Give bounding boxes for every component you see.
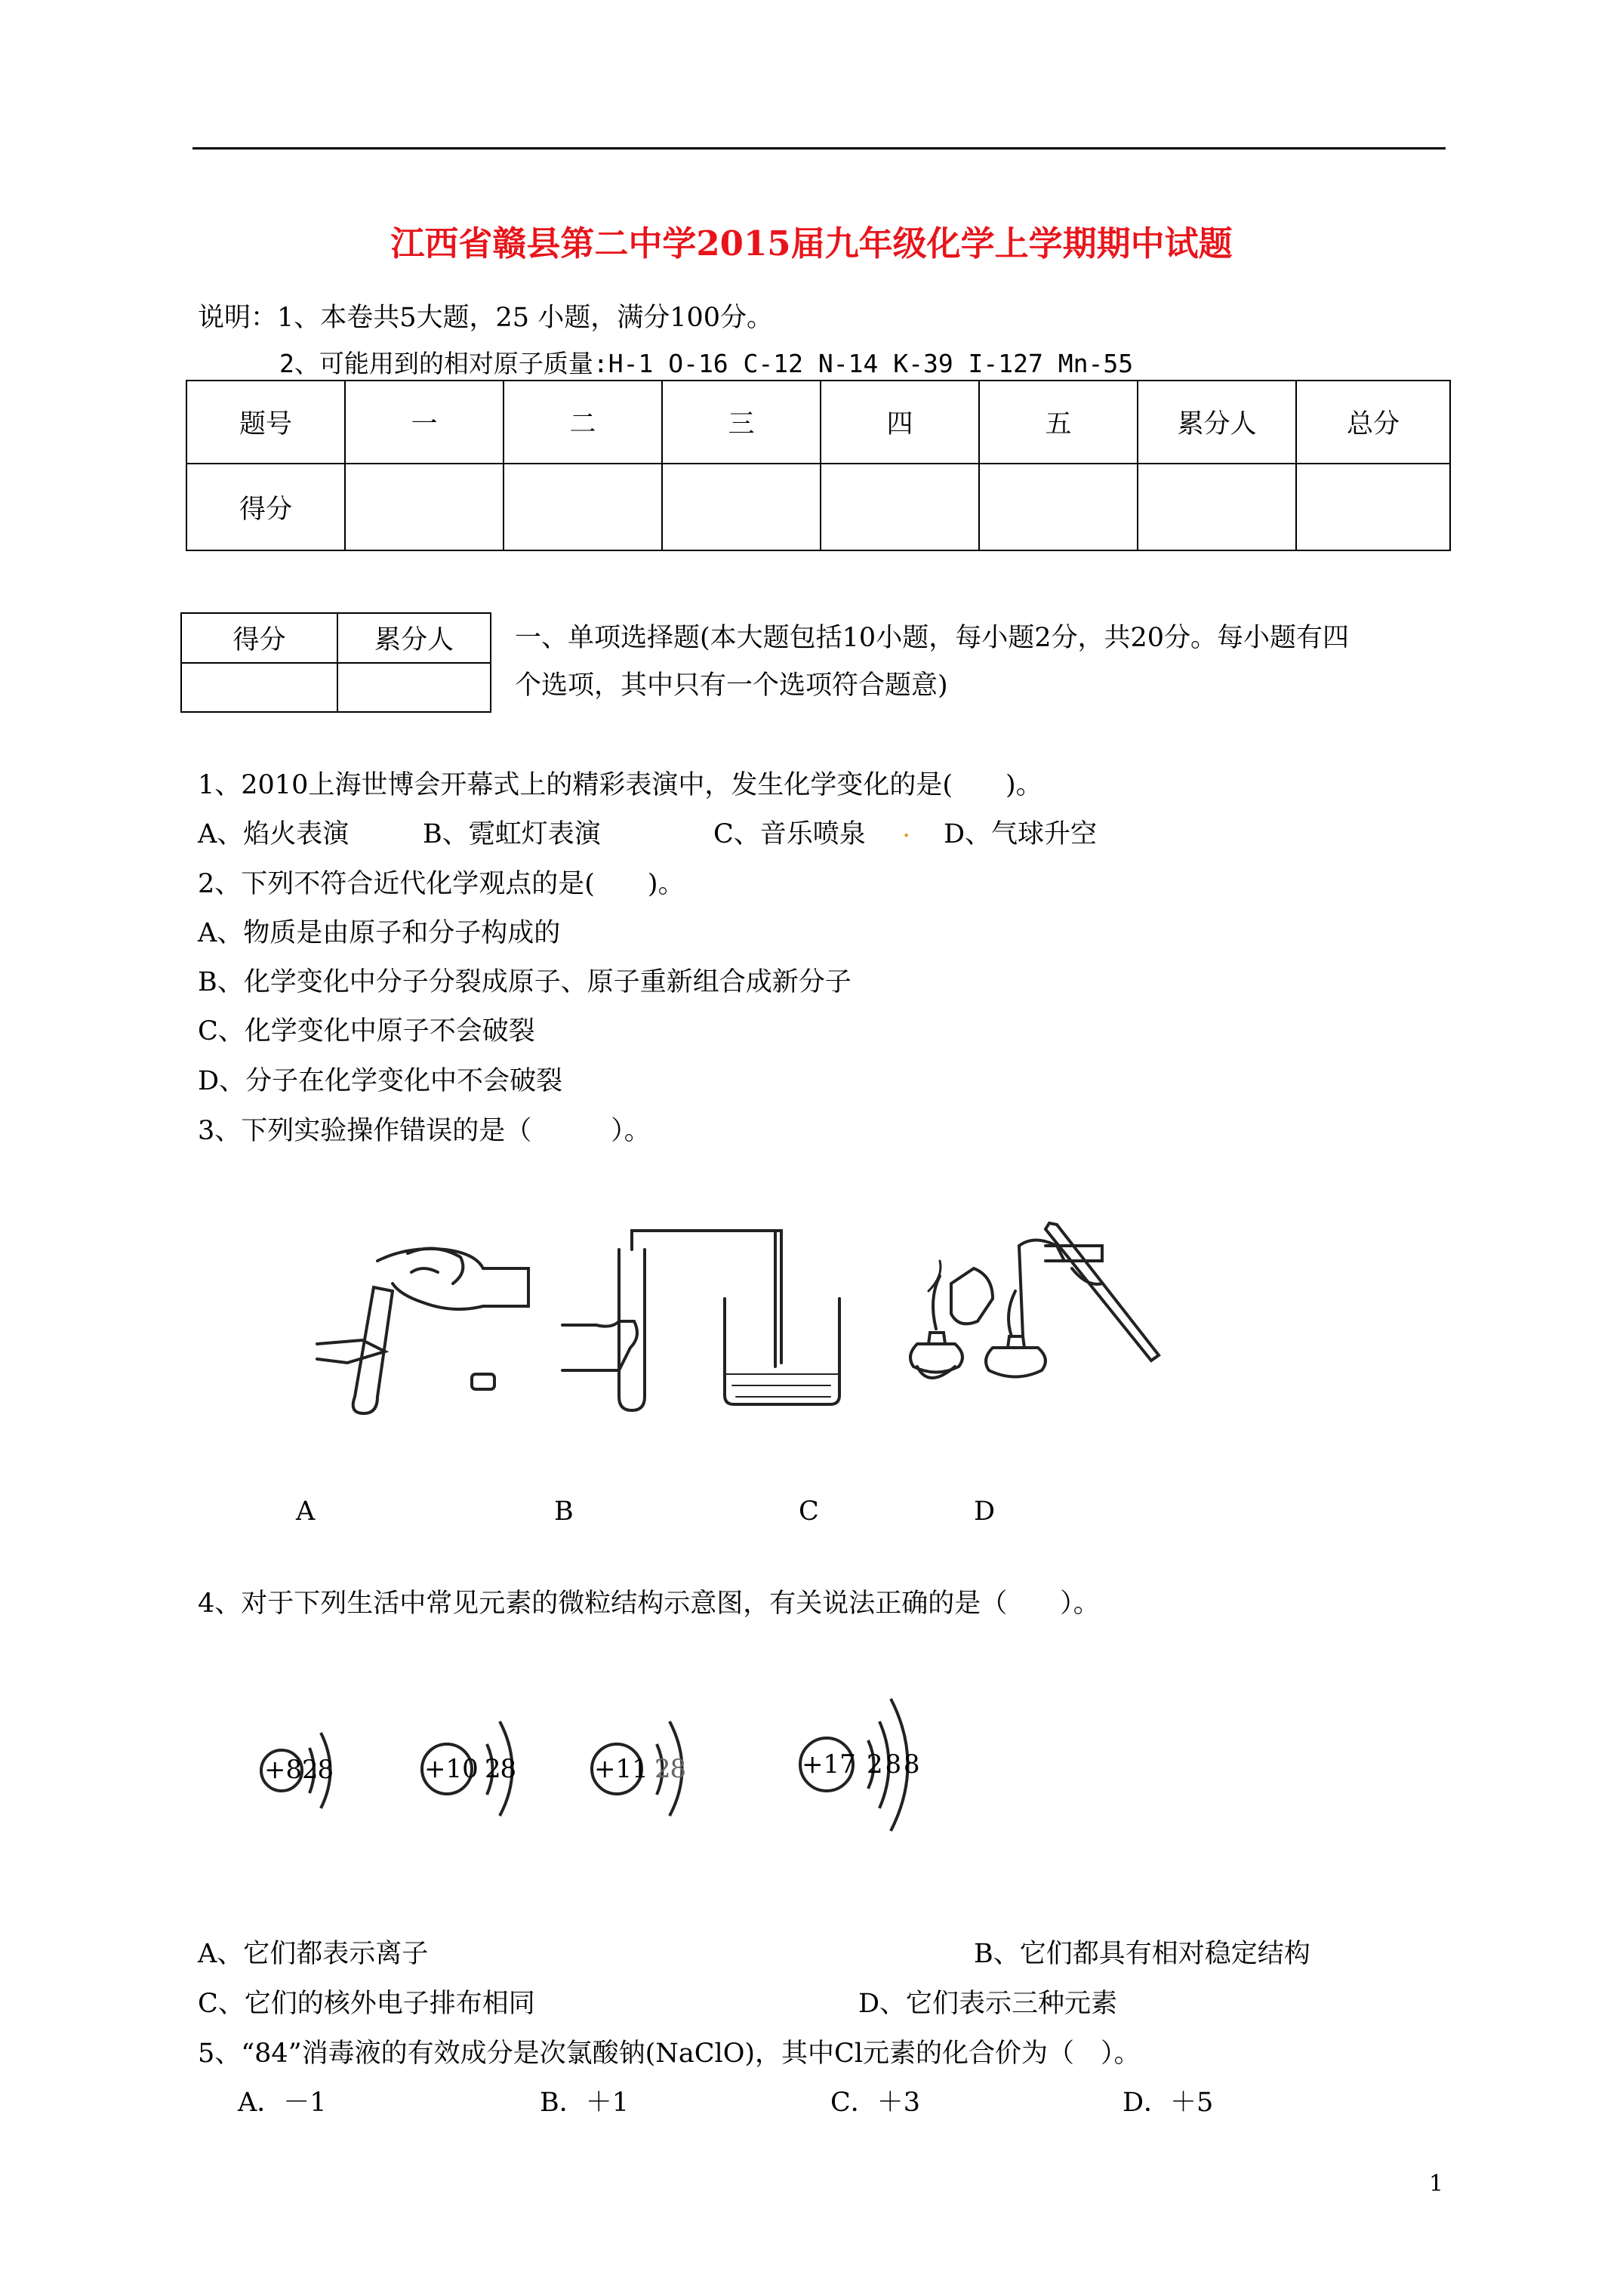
q1-option-c: C、音乐喷泉 [713,819,866,849]
q2-option-a: A、物质是由原子和分子构成的 [198,918,561,948]
header-rule [192,147,1446,149]
score-table [186,380,1451,551]
atom-3-shells: 2 8 [654,1754,682,1784]
q1-option-d: D、气球升空 [944,819,1098,849]
section-score-cell[interactable] [181,663,337,712]
question-1-stem: 1、2010上海世博会开幕式上的精彩表演中，发生化学变化的是( )。 [198,770,1042,800]
page-title: 江西省赣县第二中学2015届九年级化学上学期期中试题 [390,223,1233,264]
q5-option-b: B．＋1 [540,2088,629,2118]
question-2-stem: 2、下列不符合近代化学观点的是( )。 [198,869,685,899]
section-score-header: 得分 [181,613,337,663]
question-3-stem: 3、下列实验操作错误的是（ ）。 [198,1116,651,1146]
lab-apparatus-illustration [302,1216,1283,1412]
score-row-label: 得分 [186,464,345,550]
section-score-table [180,612,491,713]
q5-option-c: C．＋3 [830,2088,921,2118]
atom-4-nucleus: +17 [802,1749,856,1780]
score-cell[interactable] [662,464,821,550]
q2-option-b: B、化学变化中分子分裂成原子、原子重新组合成新分子 [198,967,852,997]
score-header-cell: 四 [821,381,979,464]
section-1-heading: 一、单项选择题(本大题包括10小题，每小题2分，共20分。每小题有四 [515,623,1349,653]
q1-stray-dot: . [902,813,911,843]
figure-d-heating-test-tube [986,1223,1159,1377]
atom-3-nucleus: +11 [594,1754,648,1784]
atom-1-shells: 2 8 [302,1755,330,1785]
figure-a-pouring-liquid [317,1249,528,1413]
q4-option-b: B、它们都具有相对稳定结构 [974,1939,1310,1969]
figure-c-alcohol-lamp-ignition [910,1261,993,1378]
question-5-stem: 5、“84”消毒液的有效成分是次氯酸钠(NaClO)，其中Cl元素的化合价为（ ）。 [198,2039,1141,2069]
figure-b-airtightness-check [562,1231,839,1410]
score-header-cell: 累分人 [1138,381,1296,464]
q3-figure-label-d: D [974,1496,996,1527]
q4-option-d: D、它们表示三种元素 [858,1989,1118,2019]
section-score-header: 累分人 [337,613,491,663]
atom-diagram-4 [793,1687,966,1838]
q2-option-d: D、分子在化学变化中不会破裂 [198,1066,563,1096]
score-cell[interactable] [504,464,662,550]
q1-option-b: B、霓虹灯表演 [423,819,601,849]
atom-diagram-2 [415,1703,559,1831]
atom-diagram-3 [585,1703,728,1831]
atom-2-nucleus: +10 [424,1754,479,1784]
atom-diagram-1 [257,1714,377,1827]
q3-figure-label-a: A [296,1496,316,1527]
section-score-cell[interactable] [337,663,491,712]
score-header-cell: 二 [504,381,662,464]
notes-line-1: 说明：1、本卷共5大题，25 小题，满分100分。 [198,303,774,333]
section-1-heading-cont: 个选项，其中只有一个选项符合题意) [515,670,948,701]
notes-line-2: 2、可能用到的相对原子质量:H-1 O-16 C-12 N-14 K-39 I-127 Mn-55 [279,349,1134,378]
q2-option-c: C、化学变化中原子不会破裂 [198,1016,535,1046]
score-header-cell: 一 [345,381,504,464]
score-cell[interactable] [1138,464,1296,550]
score-header-cell: 五 [979,381,1138,464]
q5-option-d: D．＋5 [1123,2088,1214,2118]
q5-option-a: A．－1 [238,2088,327,2118]
score-cell[interactable] [345,464,504,550]
atom-2-shells: 2 8 [485,1754,513,1784]
score-header-cell: 题号 [186,381,345,464]
page-number: 1 [1429,2171,1444,2197]
atom-4-shells: 2 8 8 [867,1749,917,1780]
q3-figure-label-c: C [799,1496,819,1527]
atom-1-nucleus: +8 [264,1755,303,1785]
q4-option-a: A、它们都表示离子 [198,1939,429,1969]
score-cell[interactable] [979,464,1138,550]
q3-figure-label-b: B [554,1496,574,1527]
score-header-cell: 总分 [1296,381,1450,464]
score-header-cell: 三 [662,381,821,464]
q4-option-c: C、它们的核外电子排布相同 [198,1989,535,2019]
question-4-stem: 4、对于下列生活中常见元素的微粒结构示意图，有关说法正确的是（ ）。 [198,1589,1100,1619]
score-cell[interactable] [1296,464,1450,550]
score-cell[interactable] [821,464,979,550]
q1-option-a: A、焰火表演 [198,819,350,849]
